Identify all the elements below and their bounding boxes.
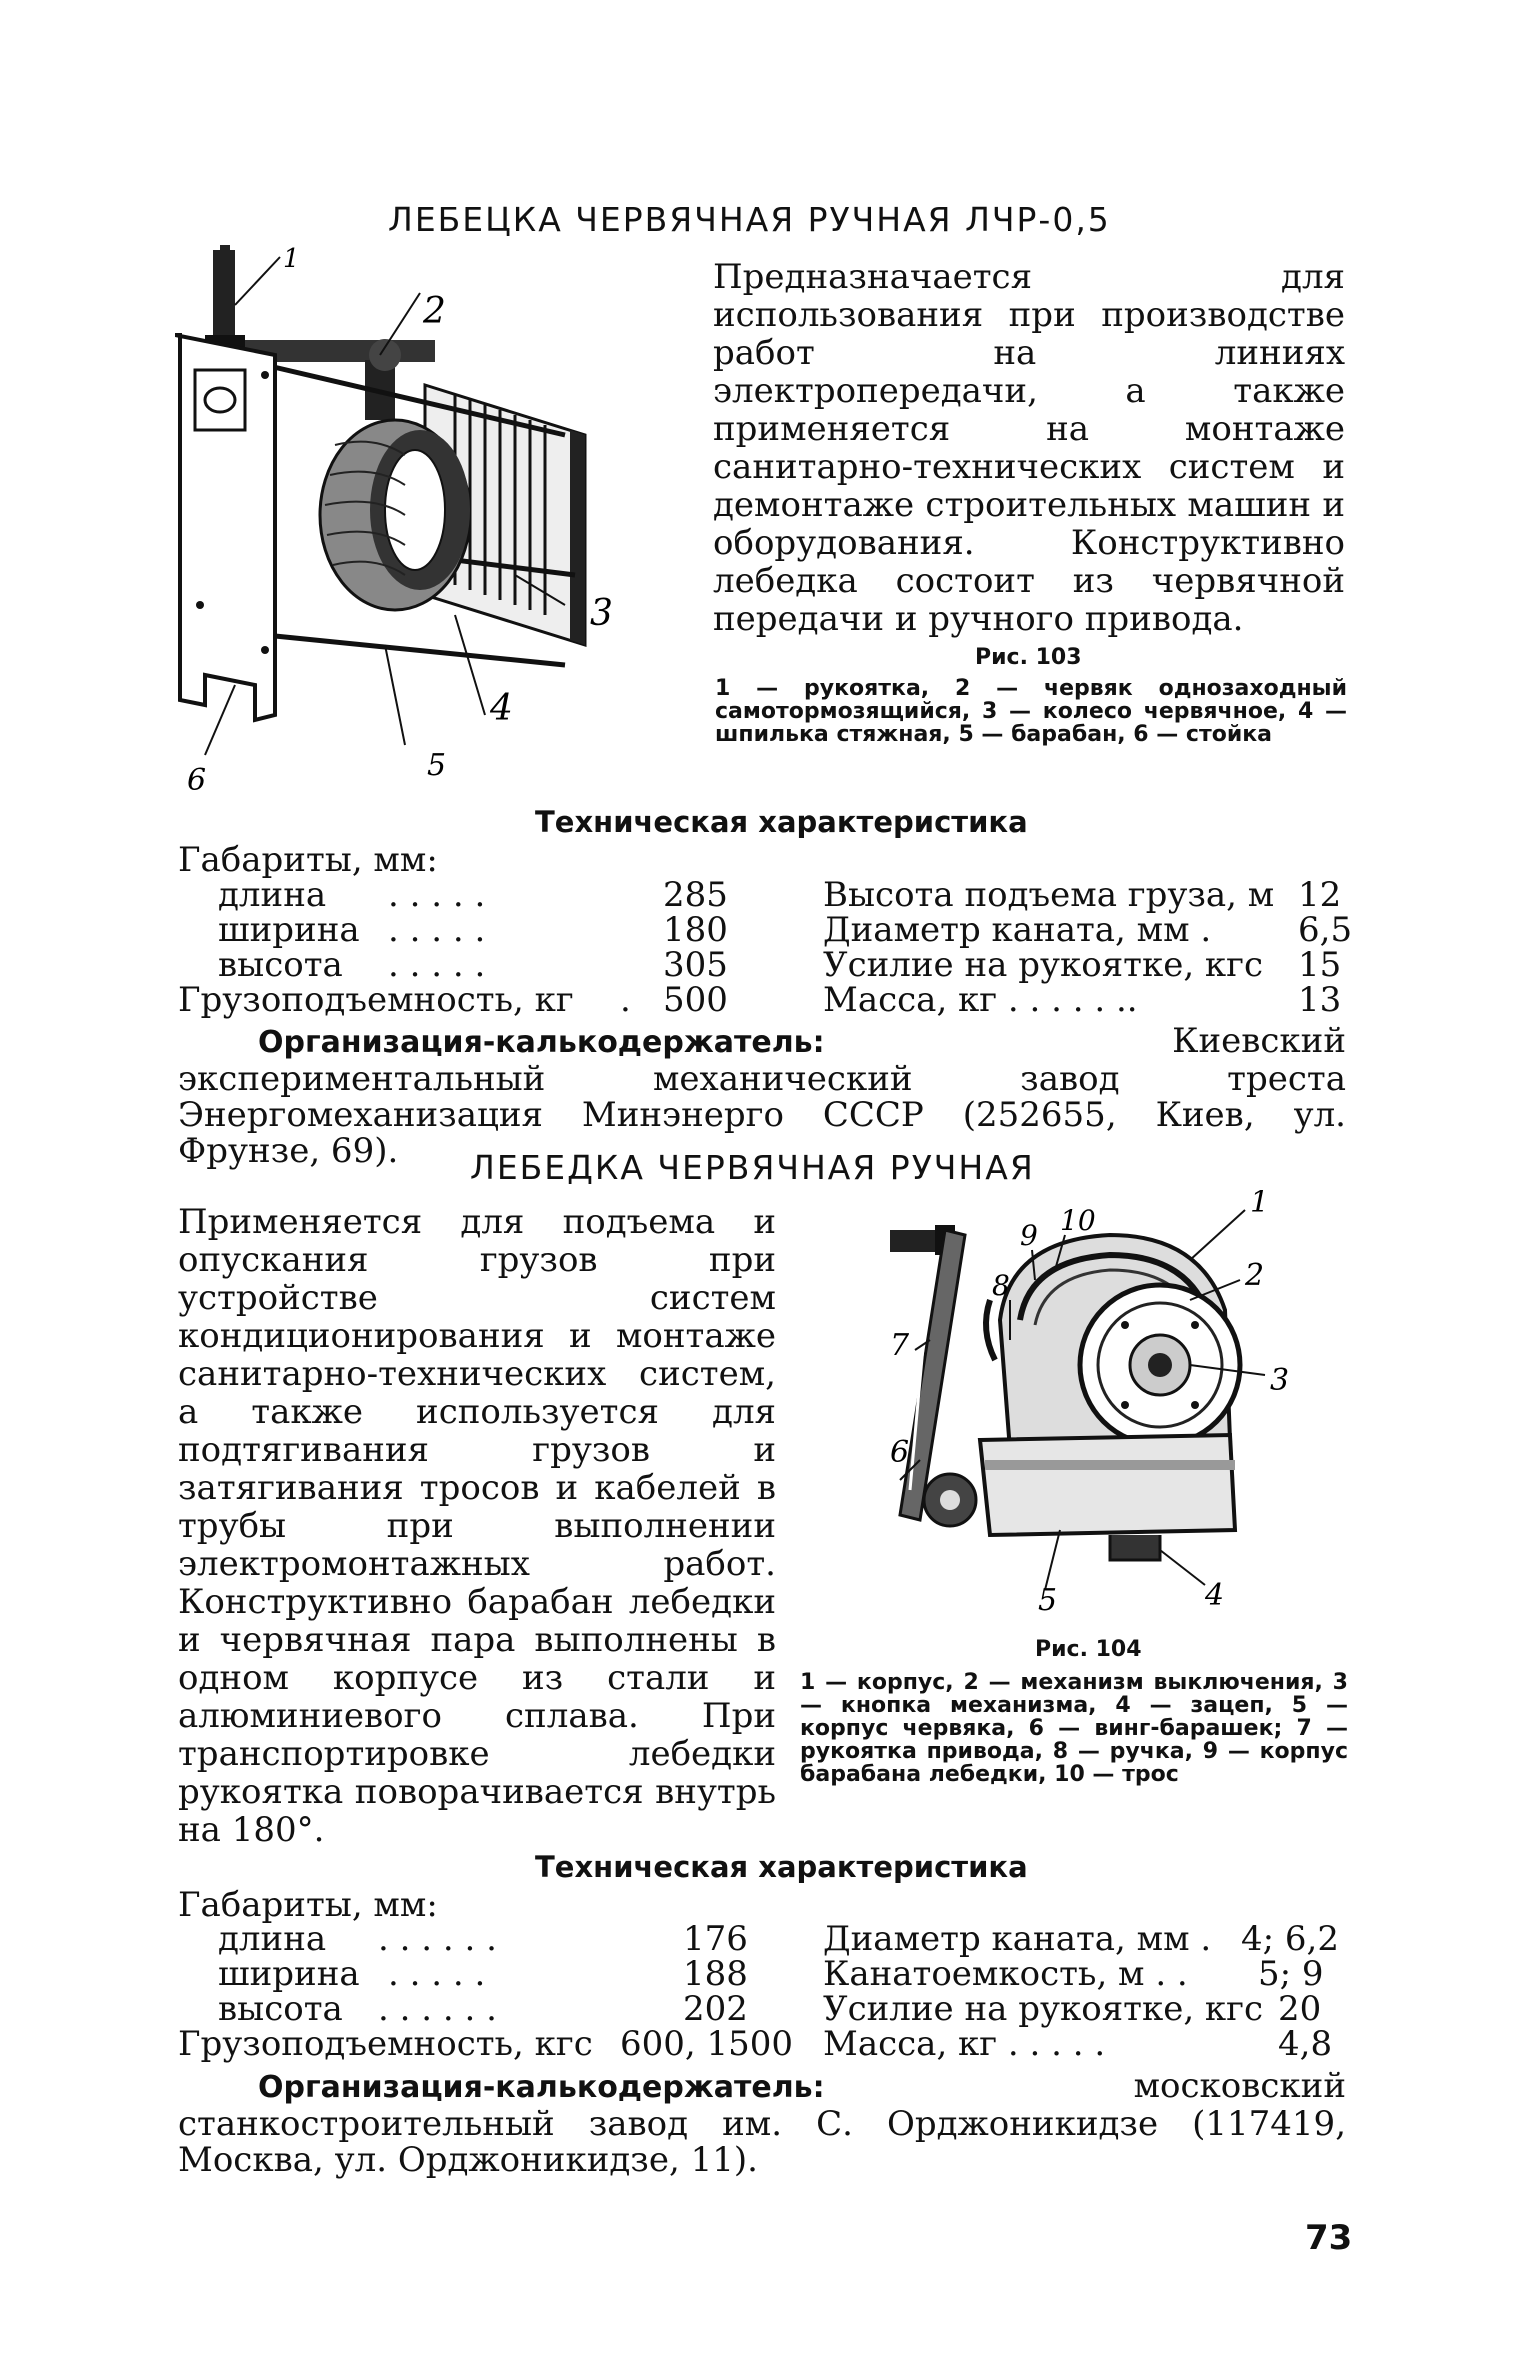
fig104-label-9: 9 xyxy=(1020,1219,1038,1252)
org-text: московский станкостроительный завод им. С. Орджоникидзе (117419, Москва, ул. Орджоникидзе, 11). xyxy=(178,2066,1346,2180)
spec-row: Усилие на рукоятке, кгс 20 xyxy=(823,1989,1322,2029)
section1-right-specs xyxy=(823,875,1363,1020)
spec-row: Высота подъема груза, м 12 xyxy=(823,875,1342,915)
fig104-label-8: 8 xyxy=(992,1269,1010,1302)
org-label: Организация-калькодержатель: xyxy=(258,1025,825,1060)
fig103-label-4: 4 xyxy=(490,688,513,729)
spec-row: ширина . . . . . 180 xyxy=(218,910,728,950)
section2-organization xyxy=(178,2068,1346,2178)
fig104-label-3: 3 xyxy=(1270,1363,1290,1398)
fig104-caption: 1 — корпус, 2 — механизм выключения, 3 — кнопка механизма, 4 — зацеп, 5 — корпус червяка, 6 — винг-барашек; 7 — рукоятка привода, 8 — ручка, 9 — корпус барабана лебедки, 10 — трос xyxy=(800,1670,1348,1787)
fig104-label-7: 7 xyxy=(890,1328,910,1363)
spec-row: длина . . . . . . 176 xyxy=(218,1919,748,1959)
spec-row: высота . . . . . . 202 xyxy=(218,1989,748,2029)
fig104-label-6: 6 xyxy=(890,1435,910,1470)
fig103-label-1: 1 xyxy=(283,245,300,274)
fig104-label-5: 5 xyxy=(1038,1583,1058,1618)
fig103-label-2: 2 xyxy=(423,291,446,332)
spec-row: ширина . . . . . 188 xyxy=(218,1954,748,1994)
section1-title: ЛЕБЕЦКА ЧЕРВЯЧНАЯ РУЧНАЯ ЛЧР-0,5 xyxy=(388,200,1111,239)
fig104-caption-title: Рис. 104 xyxy=(1035,1637,1142,1662)
org-label: Организация-калькодержатель: xyxy=(258,2070,825,2105)
section2-dims-heading: Габариты, мм: xyxy=(178,1885,438,1925)
handle-knob xyxy=(213,250,235,340)
section2-left-specs xyxy=(178,1919,794,2064)
winch-figure-103 xyxy=(175,245,655,805)
page-number: 73 xyxy=(1305,2218,1353,2258)
winch-figure-104 xyxy=(860,1190,1320,1630)
spec-row: Канатоемкость, м . . 5; 9 xyxy=(823,1954,1324,1994)
fig103-label-5: 5 xyxy=(427,748,447,783)
section1-spec-heading: Техническая характеристика xyxy=(535,805,1028,839)
fig104-label-1: 1 xyxy=(1250,1190,1270,1220)
section1-left-specs xyxy=(178,875,738,1020)
section1-dims-heading: Габариты, мм: xyxy=(178,840,438,880)
fig104-label-4: 4 xyxy=(1205,1578,1225,1613)
section2-title: ЛЕБЕДКА ЧЕРВЯЧНАЯ РУЧНАЯ xyxy=(470,1148,1035,1187)
spec-row: Усилие на рукоятке, кгс 15 xyxy=(823,945,1342,985)
section2-right-specs xyxy=(823,1919,1363,2064)
org-text: Киевский экспериментальный механический завод треста Энергомеханизация Минэнерго СССР (252655, Киев, ул. Фрунзе, 69). xyxy=(178,1021,1346,1171)
spec-row: длина . . . . . 285 xyxy=(218,875,728,915)
spec-row: Грузоподъемность, кг . 500 xyxy=(178,980,728,1020)
spec-row: высота . . . . . 305 xyxy=(218,945,728,985)
section1-description: Предназначается для использования при производстве работ на линиях электропередачи, а также применяется на монтаже санитарно-технических систем и демонтаже строительных машин и оборудования. Конструктивно лебедка состоит из червячной передачи и ручного привода. xyxy=(713,257,1345,639)
section2-description: Применяется для подъема и опускания грузов при устройстве систем кондиционирования и монтаже санитарно-технических систем, а также используется для подтягивания грузов и затягивания тросов и кабелей в трубы при выполнении электромонтажных работ. Конструктивно барабан лебедки и червячная пара выполнены в одном корпусе из стали и алюминиевого сплава. При транспортировке лебедки рукоятка поворачивается внутрь на 180°. xyxy=(178,1202,776,1850)
spec-row: Грузоподъемность, кгс 600, 1500 xyxy=(178,2024,794,2064)
section2-spec-heading: Техническая характеристика xyxy=(535,1850,1028,1884)
spec-row: Масса, кг . . . . . .. 13 xyxy=(823,980,1342,1020)
fig104-label-10: 10 xyxy=(1060,1204,1096,1237)
spec-row: Масса, кг . . . . . 4,8 xyxy=(823,2024,1333,2064)
fig103-caption-title: Рис. 103 xyxy=(975,645,1082,670)
fig103-label-6: 6 xyxy=(187,763,207,798)
spec-row: Диаметр каната, мм . 6,5 xyxy=(823,910,1353,950)
fig104-label-2: 2 xyxy=(1245,1258,1265,1293)
spec-row: Диаметр каната, мм . 4; 6,2 xyxy=(823,1919,1339,1959)
fig103-caption: 1 — рукоятка, 2 — червяк однозаходный самотормозящийся, 3 — колесо червячное, 4 — шпилька стяжная, 5 — барабан, 6 — стойка xyxy=(715,676,1347,747)
fig103-label-3: 3 xyxy=(590,593,613,634)
